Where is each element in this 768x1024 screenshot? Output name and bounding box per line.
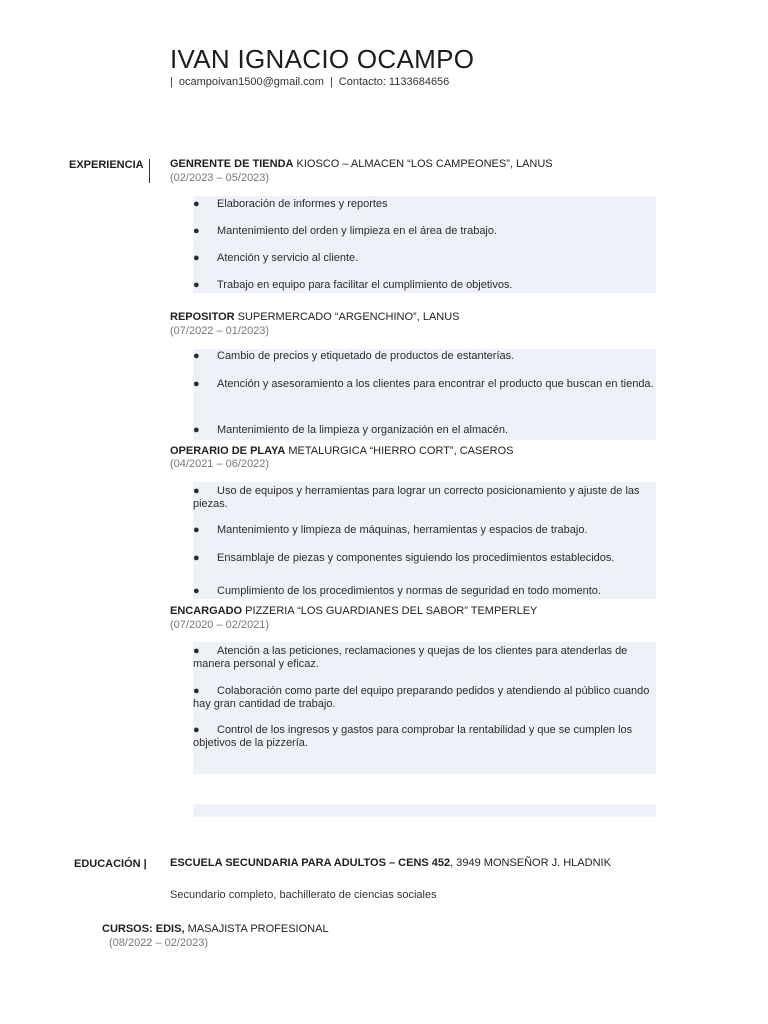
section-divider bbox=[149, 159, 150, 183]
course-name: MASAJISTA PROFESIONAL bbox=[184, 923, 329, 935]
job-title bbox=[170, 311, 460, 323]
job-role: OPERARIO DE PLAYA bbox=[170, 445, 286, 457]
bullet-icon: ● bbox=[193, 645, 200, 657]
phone: Contacto: 1133684656 bbox=[338, 76, 450, 88]
list-item: ● Atención y asesoramiento a los clientes para encontrar el producto que buscan en tienda. bbox=[193, 378, 654, 390]
school-address: , 3949 MONSEÑOR J. HLADNIK bbox=[450, 857, 611, 869]
job-title bbox=[170, 158, 553, 170]
job-company: METALURGICA “HIERRO CORT”, CASEROS bbox=[285, 445, 514, 457]
list-item: ● Mantenimiento del orden y limpieza en el área de trabajo. bbox=[193, 225, 498, 237]
list-item: ● Colaboración como parte del equipo preparando pedidos y atendiendo al público cuando hay gran cantidad de trabajo. bbox=[193, 685, 650, 710]
job-bullets-box bbox=[193, 482, 656, 599]
bullet-icon: ● bbox=[193, 252, 200, 264]
school-name: ESCUELA SECUNDARIA PARA ADULTOS – CENS 452 bbox=[170, 857, 451, 869]
candidate-name: IVAN IGNACIO OCAMPO bbox=[170, 44, 475, 74]
contact-line bbox=[170, 76, 449, 88]
bullet-icon: ● bbox=[193, 378, 200, 390]
bullet-icon: ● bbox=[193, 552, 200, 564]
job-role: REPOSITOR bbox=[170, 311, 235, 323]
list-item: ● Control de los ingresos y gastos para comprobar la rentabilidad y que se cumplen los objetivos de la pizzería. bbox=[193, 724, 633, 749]
list-item: ● Atención y servicio al cliente. bbox=[193, 252, 359, 264]
job-dates: (04/2021 – 06/2022) bbox=[170, 458, 270, 470]
separator: | bbox=[329, 76, 333, 88]
courses-label: CURSOS: EDIS, bbox=[102, 923, 185, 935]
education-section-label: EDUCACIÓN | bbox=[74, 858, 147, 870]
job-dates: (02/2023 – 05/2023) bbox=[170, 172, 270, 184]
bullet-icon: ● bbox=[193, 585, 200, 597]
experience-section-label: EXPERIENCIA bbox=[69, 159, 144, 171]
bullet-icon: ● bbox=[193, 350, 200, 362]
list-item: ● Trabajo en equipo para facilitar el cumplimiento de objetivos. bbox=[193, 279, 513, 291]
job-role: GENRENTE DE TIENDA bbox=[170, 158, 294, 170]
email: ocampoivan1500@gmail.com bbox=[178, 76, 324, 88]
job-bullets-box bbox=[193, 349, 656, 440]
bullet-icon: ● bbox=[193, 198, 200, 210]
list-item: ● Ensamblaje de piezas y componentes siguiendo los procedimientos establecidos. bbox=[193, 552, 615, 564]
job-bullets-box bbox=[193, 642, 656, 774]
list-item: ● Elaboración de informes y reportes bbox=[193, 198, 388, 210]
list-item: ● Mantenimiento de la limpieza y organización en el almacén. bbox=[193, 424, 509, 436]
bullet-icon: ● bbox=[193, 485, 200, 497]
list-item: ● Cumplimiento de los procedimientos y normas de seguridad en todo momento. bbox=[193, 585, 601, 597]
bullet-icon: ● bbox=[193, 724, 200, 736]
job-company: PIZZERIA “LOS GUARDIANES DEL SABOR” TEMPERLEY bbox=[242, 605, 538, 617]
list-item: ● Atención a las peticiones, reclamaciones y quejas de los clientes para atenderlas de manera personal y eficaz. bbox=[193, 645, 628, 670]
job-company: KIOSCO – ALMACEN “LOS CAMPEONES”, LANUS bbox=[293, 158, 553, 170]
empty-box bbox=[193, 804, 656, 817]
list-item: ● Mantenimiento y limpieza de máquinas, herramientas y espacios de trabajo. bbox=[193, 524, 588, 536]
separator: | bbox=[170, 76, 173, 88]
list-item: ● Cambio de precios y etiquetado de productos de estanterías. bbox=[193, 350, 515, 362]
job-title bbox=[170, 605, 537, 617]
bullet-icon: ● bbox=[193, 424, 200, 436]
bullet-icon: ● bbox=[193, 524, 200, 536]
bullet-icon: ● bbox=[193, 279, 200, 291]
bullet-icon: ● bbox=[193, 685, 200, 697]
job-company: SUPERMERCADO “ARGENCHINO”, LANUS bbox=[234, 311, 460, 323]
job-dates: (07/2020 – 02/2021) bbox=[170, 619, 270, 631]
job-dates: (07/2022 – 01/2023) bbox=[170, 325, 270, 337]
bullet-icon: ● bbox=[193, 225, 200, 237]
job-title bbox=[170, 445, 514, 457]
courses-title bbox=[102, 923, 329, 935]
education-title bbox=[170, 857, 611, 869]
education-detail: Secundario completo, bachillerato de ciencias sociales bbox=[170, 889, 437, 901]
job-bullets-box bbox=[193, 196, 656, 293]
job-role: ENCARGADO bbox=[170, 605, 243, 617]
list-item: ● Uso de equipos y herramientas para lograr un correcto posicionamiento y ajuste de las piezas. bbox=[193, 485, 640, 510]
course-dates: (08/2022 – 02/2023) bbox=[109, 937, 209, 949]
